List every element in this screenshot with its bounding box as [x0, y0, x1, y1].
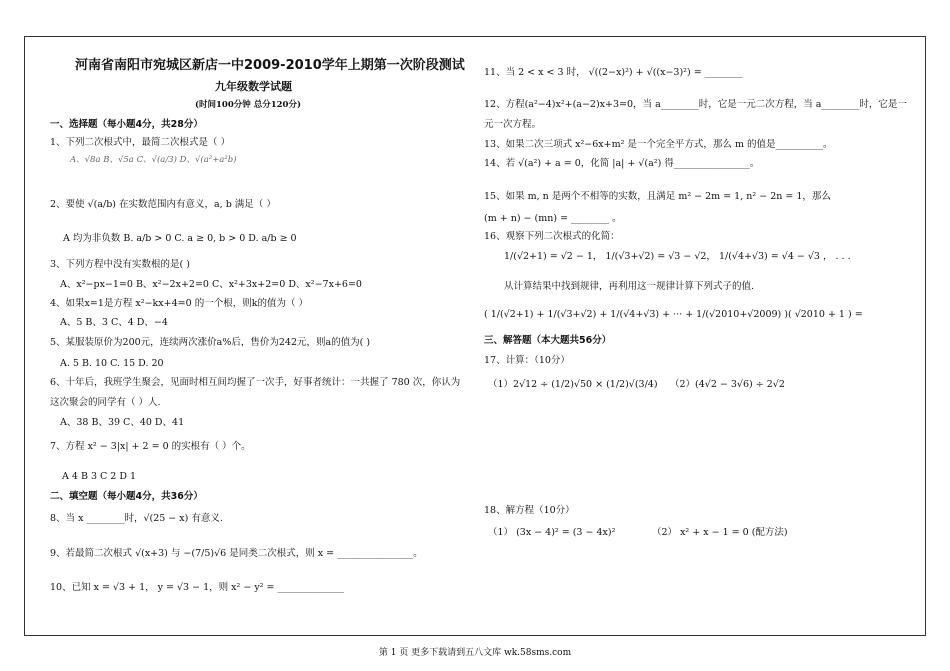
question-line: A. 5 B. 10 C. 15 D. 20 [60, 358, 164, 369]
question-line: 14、若 √(a²) + a = 0，化简 |a| + √(a²) 得________________。 [484, 158, 760, 169]
exam-subtitle: 九年级数学试题 [215, 80, 292, 93]
question-line: 18、解方程（10分） [484, 505, 575, 516]
question-line: 5、某服装原价为200元，连续两次涨价a%后，售价为242元，则a的值为( ) [50, 337, 371, 348]
question-line: A 均为非负数 B. a/b > 0 C. a ≥ 0, b > 0 D. a/b ≥ 0 [63, 233, 297, 244]
question-line: （1） (3x − 4)² = (3 − 4x)² [488, 527, 616, 538]
question-line: 12、方程(a²−4)x²+(a−2)x+3=0，当 a________时，它是一元二次方程，当 a________时，它是一 [484, 99, 907, 110]
question-line: 4、如果x=1是方程 x²−kx+4=0 的一个根，则k的值为（ ） [50, 298, 308, 309]
question-line: 16、观察下列二次根式的化简： [484, 231, 620, 242]
question-line: 3、下列方程中没有实数根的是( ) [50, 259, 190, 270]
question-line: 13、如果二次三项式 x²−6x+m² 是一个完全平方式，那么 m 的值是__________。 [484, 139, 833, 150]
question-line: 9、若最简二次根式 √(x+3) 与 −(7/5)√6 是同类二次根式，则 x = ________________。 [50, 548, 423, 559]
question-line: 1/(√2+1) = √2 − 1， 1/(√3+√2) = √3 − √2， 1/(√4+√3) = √4 − √3 ， . . . [504, 251, 851, 262]
page-footer: 第 1 页 更多下载请到五八文库 wk.58sms.com [378, 648, 572, 658]
question-line: A、38 B、39 C、40 D、41 [60, 417, 185, 428]
question-line: （1）2√12 ÷ (1/2)√50 × (1/2)√(3/4) [488, 379, 658, 390]
left-column [50, 45, 470, 605]
section-heading: 一、选择题（每小题4分，共28分） [50, 119, 203, 130]
question-line: （2）(4√2 − 3√6) ÷ 2√2 [670, 379, 785, 390]
question-line: (m + n) − (mn) = ________ 。 [484, 213, 622, 224]
question-line: A、√8a B、√5a C、√(a/3) D、√(a²+a²b) [70, 155, 237, 165]
exam-time-note: (时间100分钟 总分120分) [195, 100, 301, 110]
question-line: 元一次方程。 [484, 119, 542, 130]
question-line: 17、计算：（10分） [484, 355, 570, 366]
question-line: 2、要使 √(a/b) 在实数范围内有意义，a, b 满足（ ） [50, 199, 276, 210]
question-line: 7、方程 x² − 3|x| + 2 = 0 的实根有（ ）个。 [50, 441, 251, 452]
question-line: ( 1/(√2+1) + 1/(√3+√2) + 1/(√4+√3) + ··· + 1/(√2010+√2009) )( √2010 + 1 ) = [484, 309, 863, 320]
section-heading: 三、解答题（本大题共56分） [484, 335, 612, 346]
question-line: 1、下列二次根式中，最简二次根式是（ ） [50, 137, 231, 148]
question-line: 8、当 x ________时，√(25 − x) 有意义. [50, 513, 223, 524]
right-column [484, 45, 914, 605]
question-line: （2） x² + x − 1 = 0 (配方法) [652, 527, 788, 538]
question-line: 10、已知 x = √3 + 1， y = √3 − 1，则 x² − y² = ______________ [50, 582, 344, 593]
exam-title: 河南省南阳市宛城区新店一中2009-2010学年上期第一次阶段测试 [75, 58, 465, 73]
question-line: A、5 B、3 C、4 D、−4 [60, 317, 168, 328]
question-line: 从计算结果中找到规律，再利用这一规律计算下列式子的值. [504, 281, 755, 292]
question-line: 6、十年后，我班学生聚会，见面时相互间均握了一次手，好事者统计：一共握了 780 次，你认为 [50, 377, 461, 388]
question-line: 这次聚会的同学有（ ）人. [50, 397, 161, 408]
question-line: 15、如果 m, n 是两个不相等的实数，且满足 m² − 2m = 1, n² − 2n = 1，那么 [484, 191, 831, 202]
question-line: A 4 B 3 C 2 D 1 [62, 471, 137, 482]
section-heading: 二、填空题（每小题4分，共36分） [50, 491, 203, 502]
question-line: 11、当 2 < x < 3 时， √((2−x)²) + √((x−3)²) = ________ [484, 67, 743, 78]
question-line: A、x²−px−1=0 B、x²−2x+2=0 C、x²+3x+2=0 D、x²−7x+6=0 [60, 279, 362, 290]
